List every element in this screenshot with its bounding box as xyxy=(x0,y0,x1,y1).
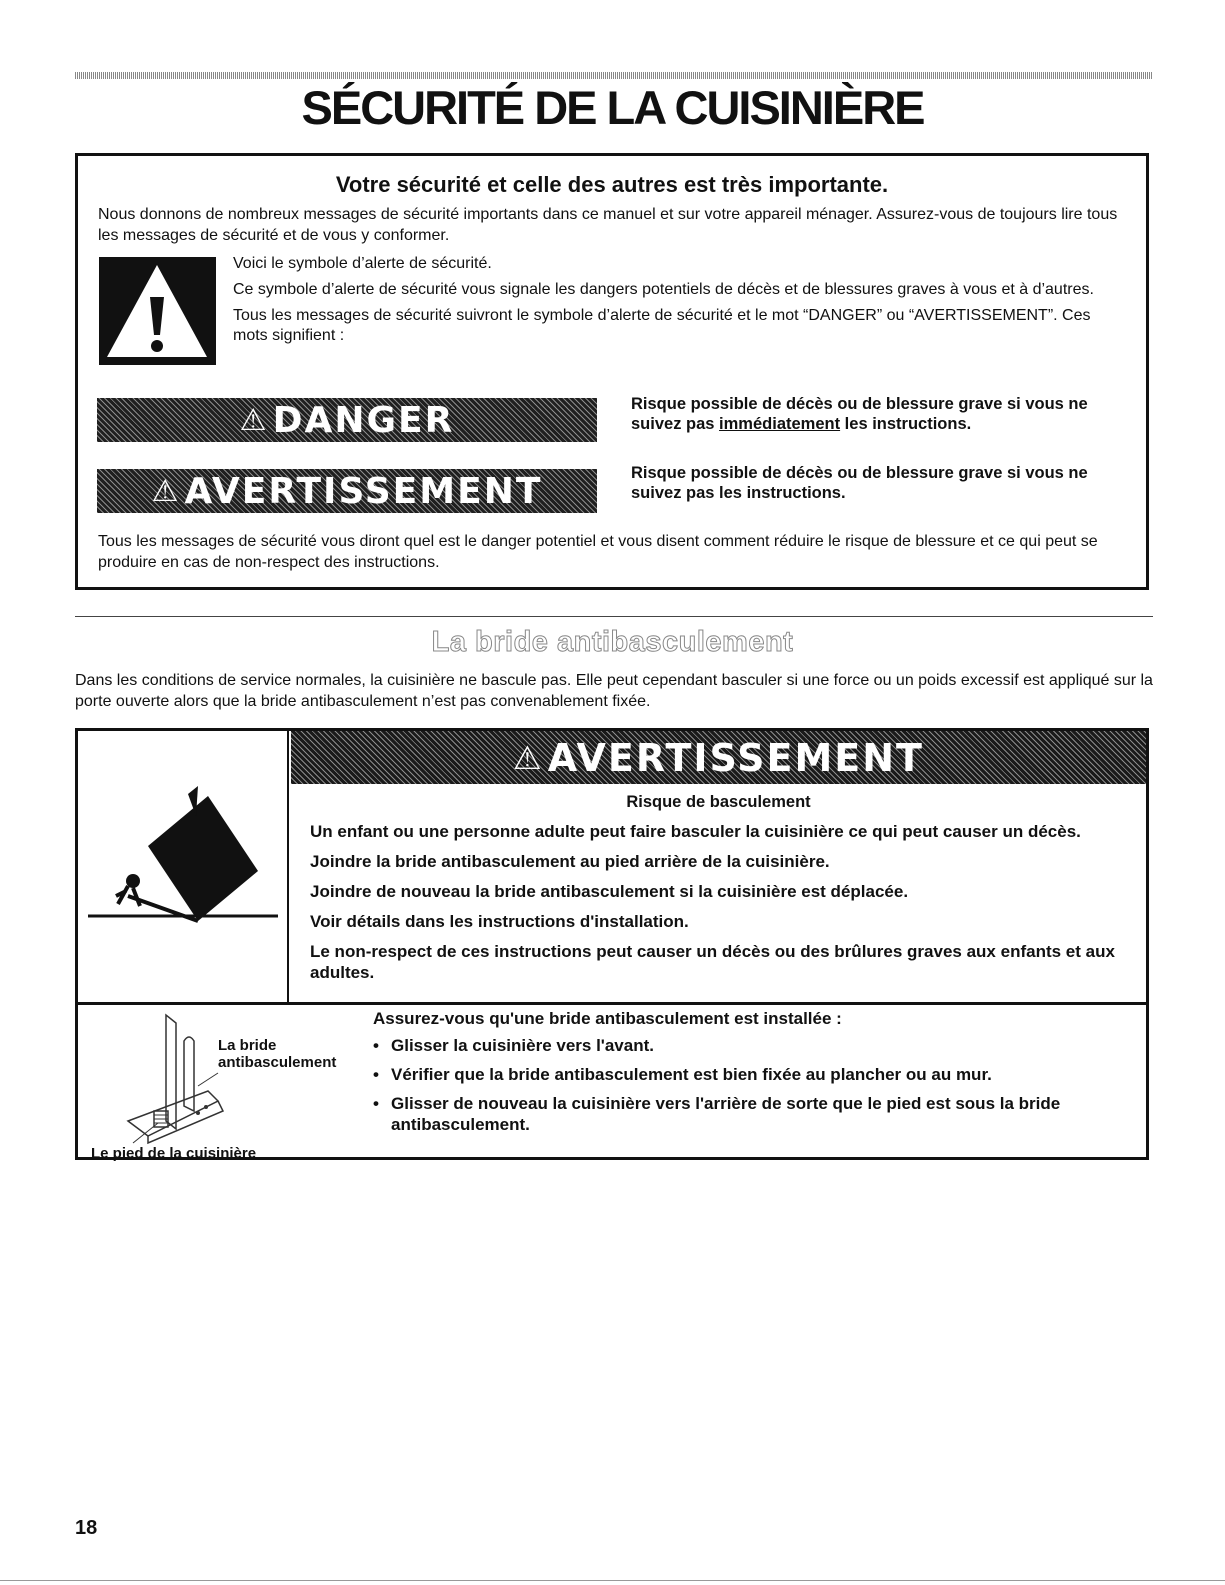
list-item: • Glisser de nouveau la cuisinière vers l'arrière de sorte que le pied est sous la bride antibasculement. xyxy=(373,1093,1133,1135)
danger-word: DANGER xyxy=(272,399,455,441)
anti-tip-bracket-illustration-icon xyxy=(88,1011,358,1156)
bottom-rule xyxy=(0,1580,1225,1581)
warning-description: Risque possible de décès ou de blessure grave si vous ne suivez pas les instructions. xyxy=(631,464,1088,502)
symbol-line-1: Voici le symbole d’alerte de sécurité. xyxy=(233,255,492,272)
section-divider xyxy=(75,616,1153,617)
header-hatch-bar xyxy=(75,72,1153,79)
safety-alert-symbol-icon xyxy=(99,257,216,365)
tip-warning-lines xyxy=(310,821,1130,992)
list-item: • Glisser la cuisinière vers l'avant. xyxy=(373,1035,1133,1056)
symbol-line-2: Ce symbole d’alerte de sécurité vous signale les dangers potentiels de décès et de blessures graves à vous et à d’autres. xyxy=(233,281,1094,298)
install-steps xyxy=(373,1035,1133,1143)
warning-word: AVERTISSEMENT xyxy=(184,470,543,512)
warning-line: Joindre la bride antibasculement au pied arrière de la cuisinière. xyxy=(310,852,830,871)
safety-intro: Nous donnons de nombreux messages de sécurité importants dans ce manuel et sur votre appareil ménager. Assurez-vous de toujours lire tous les messages de sécurité et de vous y conformer. xyxy=(98,206,1118,244)
tip-illustration-panel xyxy=(78,731,289,1002)
foot-label: Le pied de la cuisinière xyxy=(91,1145,257,1162)
bracket-label-line-1: La bride xyxy=(218,1037,277,1054)
safety-outro: Tous les messages de sécurité vous diront quel est le danger potentiel et vous disent comment réduire le risque de blessure et ce qui peut se produire en cas de non-respect des instructions. xyxy=(98,533,1098,571)
danger-desc-part-1: Risque possible de décès ou de blessure grave si vous ne suivez pas xyxy=(631,395,1088,433)
tip-warning-banner xyxy=(291,731,1146,784)
bracket-label xyxy=(218,1037,336,1071)
list-item: • Vérifier que la bride antibasculement est bien fixée au plancher ou au mur. xyxy=(373,1064,1133,1085)
warning-line: Joindre de nouveau la bride antibasculement si la cuisinière est déplacée. xyxy=(310,882,909,901)
danger-desc-emphasis: immédiatement xyxy=(719,415,841,433)
tip-box-divider xyxy=(78,1002,1146,1005)
safety-heading: Votre sécurité et celle des autres est très importante. xyxy=(335,172,889,197)
symbol-line-3: Tous les messages de sécurité suivront le symbole d’alerte de sécurité et le mot “DANGER” ou “AVERTISSEMENT”. Ces mots signifient : xyxy=(233,307,1091,344)
install-check-title: Assurez-vous qu'une bride antibasculement est installée : xyxy=(373,1009,842,1028)
symbol-explanations xyxy=(233,254,1113,352)
danger-signal-word xyxy=(97,398,597,442)
warning-triangle-icon: ⚠ xyxy=(513,738,544,777)
warning-signal-word xyxy=(97,469,597,513)
warning-triangle-icon: ⚠ xyxy=(151,473,181,509)
anti-tip-paragraph: Dans les conditions de service normales, la cuisinière ne bascule pas. Elle peut cependant basculer si une force ou un poids excessif est appliqué sur la porte ouverte alors que la bride antibasculement n’est pas convenablement fixée. xyxy=(75,672,1153,710)
danger-description xyxy=(631,394,1141,434)
tip-risk-title: Risque de basculement xyxy=(626,793,811,811)
page-title: SÉCURITÉ DE LA CUISINIÈRE xyxy=(301,81,924,134)
bracket-label-line-2: antibasculement xyxy=(218,1054,337,1071)
tip-warning-box xyxy=(75,728,1149,1160)
tip-warning-word: AVERTISSEMENT xyxy=(547,735,924,780)
warning-triangle-icon: ⚠ xyxy=(239,402,269,438)
safety-info-box xyxy=(75,153,1149,590)
warning-line: Le non-respect de ces instructions peut causer un décès ou des brûlures graves aux enfants et aux adultes. xyxy=(310,942,1115,982)
danger-desc-part-2: les instructions. xyxy=(840,415,972,433)
anti-tip-title: La bride antibasculement xyxy=(431,626,794,658)
page-number: 18 xyxy=(75,1517,98,1539)
warning-line: Voir détails dans les instructions d'installation. xyxy=(310,912,689,931)
warning-line: Un enfant ou une personne adulte peut faire basculer la cuisinière ce qui peut causer un décès. xyxy=(310,822,1081,841)
range-tipping-illustration-icon xyxy=(88,786,278,936)
